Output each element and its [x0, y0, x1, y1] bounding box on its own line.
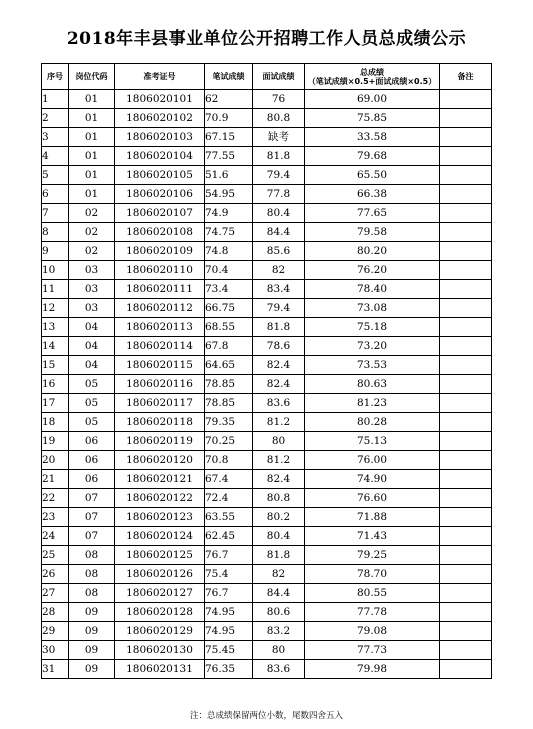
- cell-exam-id: 1806020127: [115, 584, 205, 603]
- cell-note: [440, 394, 492, 413]
- cell-total-score: 65.50: [305, 166, 440, 185]
- cell-position-code: 04: [69, 337, 115, 356]
- cell-seq: 16: [42, 375, 69, 394]
- cell-note: [440, 660, 492, 679]
- header-note: 备注: [440, 64, 492, 90]
- cell-position-code: 01: [69, 166, 115, 185]
- cell-position-code: 05: [69, 375, 115, 394]
- cell-interview-score: 81.2: [253, 413, 305, 432]
- table-row: [42, 584, 492, 603]
- cell-interview-score: 83.4: [253, 280, 305, 299]
- cell-total-score: 76.60: [305, 489, 440, 508]
- cell-total-score: 73.20: [305, 337, 440, 356]
- cell-seq: 22: [42, 489, 69, 508]
- cell-note: [440, 337, 492, 356]
- cell-written-score: 70.25: [205, 432, 253, 451]
- cell-note: [440, 527, 492, 546]
- cell-exam-id: 1806020129: [115, 622, 205, 641]
- cell-seq: 7: [42, 204, 69, 223]
- cell-position-code: 03: [69, 299, 115, 318]
- cell-total-score: 77.73: [305, 641, 440, 660]
- cell-position-code: 07: [69, 489, 115, 508]
- cell-interview-score: 81.2: [253, 451, 305, 470]
- cell-note: [440, 147, 492, 166]
- cell-position-code: 06: [69, 470, 115, 489]
- cell-exam-id: 1806020108: [115, 223, 205, 242]
- table-row: [42, 337, 492, 356]
- table-row: [42, 565, 492, 584]
- cell-position-code: 02: [69, 242, 115, 261]
- table-row: [42, 451, 492, 470]
- table-row: [42, 166, 492, 185]
- cell-note: [440, 90, 492, 109]
- table-row: [42, 508, 492, 527]
- cell-seq: 1: [42, 90, 69, 109]
- cell-total-score: 73.08: [305, 299, 440, 318]
- cell-note: [440, 508, 492, 527]
- cell-exam-id: 1806020101: [115, 90, 205, 109]
- cell-seq: 6: [42, 185, 69, 204]
- cell-position-code: 01: [69, 128, 115, 147]
- cell-seq: 18: [42, 413, 69, 432]
- cell-exam-id: 1806020104: [115, 147, 205, 166]
- cell-total-score: 76.00: [305, 451, 440, 470]
- cell-position-code: 09: [69, 622, 115, 641]
- cell-total-score: 71.88: [305, 508, 440, 527]
- cell-total-score: 77.78: [305, 603, 440, 622]
- cell-total-score: 78.70: [305, 565, 440, 584]
- cell-seq: 13: [42, 318, 69, 337]
- table-row: [42, 261, 492, 280]
- cell-seq: 4: [42, 147, 69, 166]
- cell-interview-score: 80: [253, 641, 305, 660]
- cell-note: [440, 280, 492, 299]
- cell-total-score: 77.65: [305, 204, 440, 223]
- table-row: [42, 280, 492, 299]
- cell-note: [440, 356, 492, 375]
- cell-interview-score: 80.8: [253, 109, 305, 128]
- cell-interview-score: 82: [253, 261, 305, 280]
- cell-interview-score: 85.6: [253, 242, 305, 261]
- cell-exam-id: 1806020117: [115, 394, 205, 413]
- cell-position-code: 06: [69, 451, 115, 470]
- cell-total-score: 66.38: [305, 185, 440, 204]
- cell-exam-id: 1806020116: [115, 375, 205, 394]
- cell-total-score: 78.40: [305, 280, 440, 299]
- cell-written-score: 73.4: [205, 280, 253, 299]
- cell-total-score: 74.90: [305, 470, 440, 489]
- cell-interview-score: 83.6: [253, 660, 305, 679]
- cell-interview-score: 84.4: [253, 223, 305, 242]
- cell-exam-id: 1806020128: [115, 603, 205, 622]
- cell-interview-score: 78.6: [253, 337, 305, 356]
- cell-total-score: 81.23: [305, 394, 440, 413]
- table-row: [42, 147, 492, 166]
- cell-note: [440, 299, 492, 318]
- cell-position-code: 08: [69, 565, 115, 584]
- cell-position-code: 05: [69, 394, 115, 413]
- cell-interview-score: 81.8: [253, 546, 305, 565]
- cell-total-score: 76.20: [305, 261, 440, 280]
- cell-written-score: 75.4: [205, 565, 253, 584]
- cell-total-score: 79.68: [305, 147, 440, 166]
- cell-position-code: 06: [69, 432, 115, 451]
- header-total-formula: （笔试成绩×0.5+面试成绩×0.5）: [307, 76, 437, 86]
- header-seq: 序号: [42, 64, 69, 90]
- cell-written-score: 62.45: [205, 527, 253, 546]
- table-row: [42, 90, 492, 109]
- table-row: [42, 375, 492, 394]
- cell-position-code: 05: [69, 413, 115, 432]
- cell-written-score: 64.65: [205, 356, 253, 375]
- cell-exam-id: 1806020103: [115, 128, 205, 147]
- table-row: [42, 660, 492, 679]
- table-row: [42, 527, 492, 546]
- cell-interview-score: 81.8: [253, 318, 305, 337]
- cell-position-code: 01: [69, 147, 115, 166]
- table-row: [42, 185, 492, 204]
- cell-exam-id: 1806020106: [115, 185, 205, 204]
- table-body: [42, 90, 492, 679]
- cell-seq: 17: [42, 394, 69, 413]
- cell-note: [440, 622, 492, 641]
- cell-seq: 12: [42, 299, 69, 318]
- cell-exam-id: 1806020114: [115, 337, 205, 356]
- cell-interview-score: 81.8: [253, 147, 305, 166]
- cell-interview-score: 76: [253, 90, 305, 109]
- cell-total-score: 79.25: [305, 546, 440, 565]
- cell-written-score: 74.95: [205, 603, 253, 622]
- cell-written-score: 66.75: [205, 299, 253, 318]
- cell-written-score: 75.45: [205, 641, 253, 660]
- cell-note: [440, 470, 492, 489]
- cell-interview-score: 80.4: [253, 204, 305, 223]
- page-title: 2018年丰县事业单位公开招聘工作人员总成绩公示: [66, 29, 467, 49]
- cell-exam-id: 1806020123: [115, 508, 205, 527]
- cell-exam-id: 1806020122: [115, 489, 205, 508]
- cell-total-score: 33.58: [305, 128, 440, 147]
- cell-exam-id: 1806020109: [115, 242, 205, 261]
- cell-interview-score: 82.4: [253, 470, 305, 489]
- cell-seq: 31: [42, 660, 69, 679]
- cell-exam-id: 1806020131: [115, 660, 205, 679]
- cell-total-score: 79.98: [305, 660, 440, 679]
- cell-interview-score: 82.4: [253, 375, 305, 394]
- cell-seq: 23: [42, 508, 69, 527]
- cell-seq: 30: [42, 641, 69, 660]
- cell-written-score: 74.9: [205, 204, 253, 223]
- cell-interview-score: 80.4: [253, 527, 305, 546]
- cell-interview-score: 82.4: [253, 356, 305, 375]
- cell-seq: 24: [42, 527, 69, 546]
- cell-note: [440, 375, 492, 394]
- header-written-score: 笔试成绩: [205, 64, 253, 90]
- cell-total-score: 79.58: [305, 223, 440, 242]
- cell-position-code: 08: [69, 546, 115, 565]
- cell-note: [440, 204, 492, 223]
- cell-position-code: 08: [69, 584, 115, 603]
- footnote: 注：总成绩保留两位小数，尾数四舍五入: [189, 711, 343, 721]
- cell-note: [440, 128, 492, 147]
- cell-position-code: 01: [69, 109, 115, 128]
- cell-interview-score: 83.6: [253, 394, 305, 413]
- cell-exam-id: 1806020118: [115, 413, 205, 432]
- cell-position-code: 07: [69, 527, 115, 546]
- cell-seq: 8: [42, 223, 69, 242]
- cell-seq: 26: [42, 565, 69, 584]
- cell-exam-id: 1806020124: [115, 527, 205, 546]
- table-row: [42, 413, 492, 432]
- cell-written-score: 79.35: [205, 413, 253, 432]
- table-row: [42, 546, 492, 565]
- cell-exam-id: 1806020115: [115, 356, 205, 375]
- cell-written-score: 51.6: [205, 166, 253, 185]
- table-row: [42, 641, 492, 660]
- cell-written-score: 76.35: [205, 660, 253, 679]
- cell-seq: 3: [42, 128, 69, 147]
- cell-note: [440, 185, 492, 204]
- cell-note: [440, 584, 492, 603]
- table-row: [42, 432, 492, 451]
- cell-exam-id: 1806020111: [115, 280, 205, 299]
- cell-interview-score: 79.4: [253, 299, 305, 318]
- cell-exam-id: 1806020121: [115, 470, 205, 489]
- table-row: [42, 622, 492, 641]
- cell-total-score: 69.00: [305, 90, 440, 109]
- cell-position-code: 02: [69, 204, 115, 223]
- cell-total-score: 73.53: [305, 356, 440, 375]
- cell-note: [440, 318, 492, 337]
- header-total-score: [305, 64, 440, 90]
- cell-seq: 5: [42, 166, 69, 185]
- cell-position-code: 07: [69, 508, 115, 527]
- cell-exam-id: 1806020113: [115, 318, 205, 337]
- cell-written-score: 67.15: [205, 128, 253, 147]
- table-row: [42, 394, 492, 413]
- cell-interview-score: 83.2: [253, 622, 305, 641]
- cell-interview-score: 82: [253, 565, 305, 584]
- cell-written-score: 67.8: [205, 337, 253, 356]
- cell-written-score: 78.85: [205, 375, 253, 394]
- table-row: [42, 470, 492, 489]
- table-row: [42, 356, 492, 375]
- cell-seq: 19: [42, 432, 69, 451]
- cell-written-score: 67.4: [205, 470, 253, 489]
- table-row: [42, 128, 492, 147]
- cell-note: [440, 242, 492, 261]
- cell-note: [440, 413, 492, 432]
- cell-seq: 15: [42, 356, 69, 375]
- cell-written-score: 70.9: [205, 109, 253, 128]
- cell-interview-score: 77.8: [253, 185, 305, 204]
- cell-seq: 11: [42, 280, 69, 299]
- table-row: [42, 242, 492, 261]
- cell-note: [440, 451, 492, 470]
- header-exam-id: 准考证号: [115, 64, 205, 90]
- header-interview-score: 面试成绩: [253, 64, 305, 90]
- cell-position-code: 09: [69, 660, 115, 679]
- cell-written-score: 74.75: [205, 223, 253, 242]
- cell-written-score: 70.8: [205, 451, 253, 470]
- cell-total-score: 75.13: [305, 432, 440, 451]
- cell-note: [440, 261, 492, 280]
- cell-seq: 2: [42, 109, 69, 128]
- cell-total-score: 75.85: [305, 109, 440, 128]
- cell-seq: 27: [42, 584, 69, 603]
- table-row: [42, 109, 492, 128]
- cell-total-score: 80.20: [305, 242, 440, 261]
- cell-total-score: 71.43: [305, 527, 440, 546]
- table-row: [42, 204, 492, 223]
- cell-exam-id: 1806020105: [115, 166, 205, 185]
- cell-seq: 25: [42, 546, 69, 565]
- cell-note: [440, 109, 492, 128]
- cell-written-score: 76.7: [205, 584, 253, 603]
- cell-position-code: 03: [69, 261, 115, 280]
- cell-seq: 20: [42, 451, 69, 470]
- cell-total-score: 79.08: [305, 622, 440, 641]
- cell-exam-id: 1806020102: [115, 109, 205, 128]
- cell-position-code: 09: [69, 603, 115, 622]
- cell-written-score: 68.55: [205, 318, 253, 337]
- cell-written-score: 77.55: [205, 147, 253, 166]
- cell-interview-score: 80.8: [253, 489, 305, 508]
- cell-seq: 21: [42, 470, 69, 489]
- table-row: [42, 223, 492, 242]
- cell-position-code: 01: [69, 90, 115, 109]
- cell-interview-score: 80.2: [253, 508, 305, 527]
- cell-total-score: 80.55: [305, 584, 440, 603]
- cell-written-score: 74.95: [205, 622, 253, 641]
- score-table: [41, 63, 492, 679]
- cell-interview-score: 80.6: [253, 603, 305, 622]
- cell-note: [440, 223, 492, 242]
- cell-seq: 28: [42, 603, 69, 622]
- cell-exam-id: 1806020107: [115, 204, 205, 223]
- cell-exam-id: 1806020112: [115, 299, 205, 318]
- cell-written-score: 78.85: [205, 394, 253, 413]
- cell-written-score: 70.4: [205, 261, 253, 280]
- cell-interview-score: 缺考: [253, 128, 305, 147]
- cell-seq: 29: [42, 622, 69, 641]
- cell-total-score: 75.18: [305, 318, 440, 337]
- cell-note: [440, 641, 492, 660]
- cell-exam-id: 1806020119: [115, 432, 205, 451]
- table-row: [42, 299, 492, 318]
- cell-exam-id: 1806020110: [115, 261, 205, 280]
- cell-position-code: 04: [69, 318, 115, 337]
- cell-interview-score: 79.4: [253, 166, 305, 185]
- cell-interview-score: 80: [253, 432, 305, 451]
- cell-position-code: 01: [69, 185, 115, 204]
- cell-written-score: 72.4: [205, 489, 253, 508]
- cell-written-score: 54.95: [205, 185, 253, 204]
- cell-seq: 10: [42, 261, 69, 280]
- cell-position-code: 04: [69, 356, 115, 375]
- table-row: [42, 489, 492, 508]
- cell-exam-id: 1806020126: [115, 565, 205, 584]
- table-header-row: [42, 64, 492, 90]
- cell-exam-id: 1806020120: [115, 451, 205, 470]
- cell-note: [440, 603, 492, 622]
- table-row: [42, 318, 492, 337]
- cell-written-score: 74.8: [205, 242, 253, 261]
- cell-position-code: 03: [69, 280, 115, 299]
- cell-written-score: 62: [205, 90, 253, 109]
- cell-written-score: 76.7: [205, 546, 253, 565]
- header-position-code: 岗位代码: [69, 64, 115, 90]
- table-row: [42, 603, 492, 622]
- cell-interview-score: 84.4: [253, 584, 305, 603]
- cell-position-code: 09: [69, 641, 115, 660]
- cell-seq: 14: [42, 337, 69, 356]
- cell-position-code: 02: [69, 223, 115, 242]
- cell-written-score: 63.55: [205, 508, 253, 527]
- cell-exam-id: 1806020130: [115, 641, 205, 660]
- cell-note: [440, 432, 492, 451]
- cell-total-score: 80.28: [305, 413, 440, 432]
- cell-seq: 9: [42, 242, 69, 261]
- cell-note: [440, 546, 492, 565]
- cell-exam-id: 1806020125: [115, 546, 205, 565]
- cell-note: [440, 489, 492, 508]
- header-total-label: 总成绩: [360, 67, 384, 77]
- cell-note: [440, 166, 492, 185]
- cell-note: [440, 565, 492, 584]
- cell-total-score: 80.63: [305, 375, 440, 394]
